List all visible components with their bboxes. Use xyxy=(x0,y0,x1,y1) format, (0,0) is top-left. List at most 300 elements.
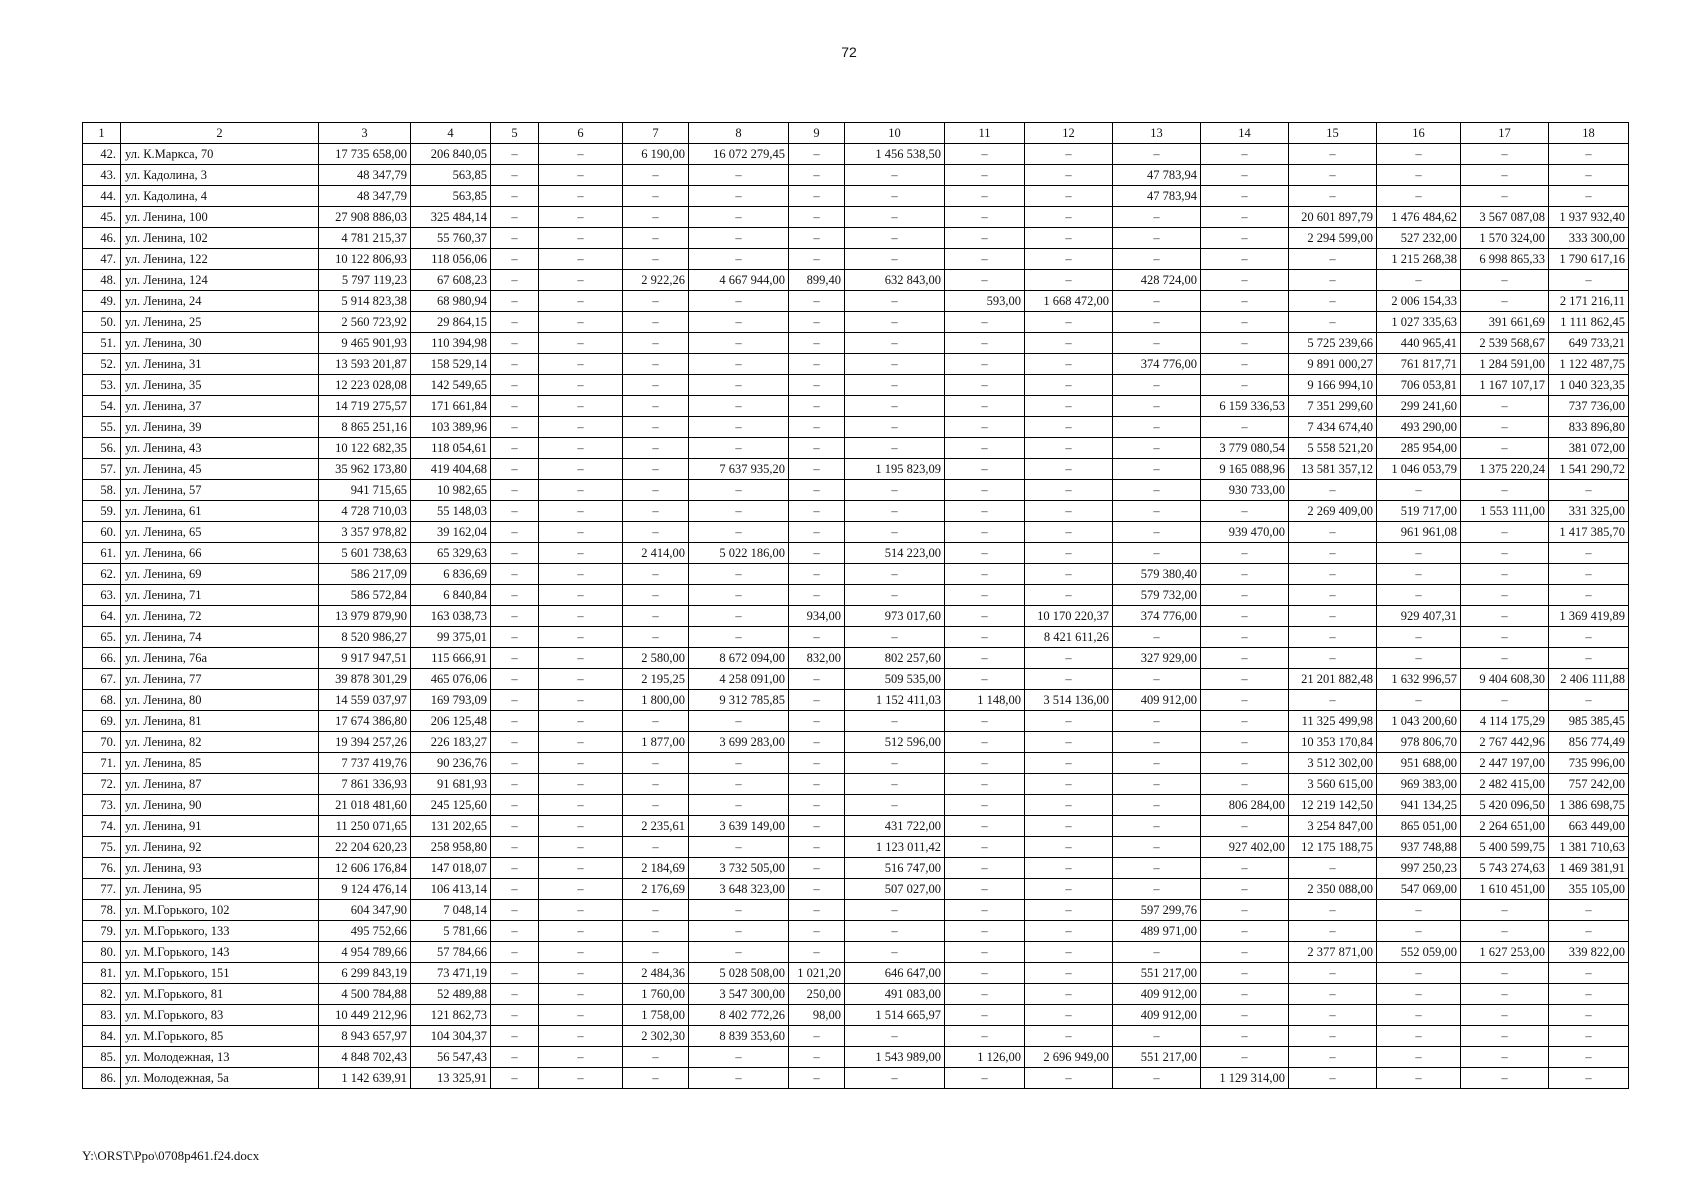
amount-cell: – xyxy=(945,585,1025,606)
amount-cell: – xyxy=(1289,1026,1377,1047)
amount-cell: 3 648 323,00 xyxy=(689,879,789,900)
amount-cell: 1 543 989,00 xyxy=(845,1047,945,1068)
amount-cell: – xyxy=(1461,1068,1549,1089)
column-header: 6 xyxy=(539,123,623,144)
amount-cell: – xyxy=(689,585,789,606)
amount-cell: – xyxy=(539,249,623,270)
amount-cell: – xyxy=(845,522,945,543)
table-row xyxy=(83,291,1629,312)
amount-cell: 2 696 949,00 xyxy=(1025,1047,1113,1068)
amount-cell: – xyxy=(689,711,789,732)
amount-cell: 57 784,66 xyxy=(411,942,491,963)
amount-cell: 489 971,00 xyxy=(1113,921,1201,942)
amount-cell: 4 258 091,00 xyxy=(689,669,789,690)
amount-cell: 934,00 xyxy=(789,606,845,627)
amount-cell: – xyxy=(789,312,845,333)
amount-cell: 90 236,76 xyxy=(411,753,491,774)
amount-cell: – xyxy=(1377,1068,1461,1089)
amount-cell: – xyxy=(491,543,539,564)
table-row xyxy=(83,774,1629,795)
amount-cell: 13 593 201,87 xyxy=(319,354,411,375)
amount-cell: – xyxy=(1201,312,1289,333)
amount-cell: 3 514 136,00 xyxy=(1025,690,1113,711)
amount-cell: 4 500 784,88 xyxy=(319,984,411,1005)
amount-cell: 9 312 785,85 xyxy=(689,690,789,711)
address-cell: ул. Кадолина, 3 xyxy=(121,165,319,186)
amount-cell: – xyxy=(789,921,845,942)
amount-cell: – xyxy=(689,249,789,270)
amount-cell: – xyxy=(1113,228,1201,249)
amount-cell: 1 541 290,72 xyxy=(1549,459,1629,480)
amount-cell: – xyxy=(1289,1047,1377,1068)
amount-cell: – xyxy=(1025,963,1113,984)
amount-cell: 1 122 487,75 xyxy=(1549,354,1629,375)
amount-cell: – xyxy=(491,522,539,543)
amount-cell: 6 159 336,53 xyxy=(1201,396,1289,417)
amount-cell: 563,85 xyxy=(411,165,491,186)
amount-cell: 9 404 608,30 xyxy=(1461,669,1549,690)
amount-cell: 2 302,30 xyxy=(623,1026,689,1047)
amount-cell: – xyxy=(689,312,789,333)
amount-cell: – xyxy=(491,396,539,417)
amount-cell: – xyxy=(789,753,845,774)
amount-cell: – xyxy=(689,837,789,858)
amount-cell: – xyxy=(1025,1026,1113,1047)
amount-cell: – xyxy=(1025,837,1113,858)
amount-cell: – xyxy=(945,396,1025,417)
amount-cell: – xyxy=(491,354,539,375)
address-cell: ул. Ленина, 31 xyxy=(121,354,319,375)
amount-cell: – xyxy=(1289,270,1377,291)
amount-cell: – xyxy=(1201,900,1289,921)
amount-cell: 495 752,66 xyxy=(319,921,411,942)
address-cell: ул. Ленина, 25 xyxy=(121,312,319,333)
amount-cell: – xyxy=(945,186,1025,207)
row-number: 58. xyxy=(83,480,121,501)
amount-cell: – xyxy=(945,984,1025,1005)
amount-cell: – xyxy=(491,1068,539,1089)
amount-cell: 6 299 843,19 xyxy=(319,963,411,984)
amount-cell: 551 217,00 xyxy=(1113,1047,1201,1068)
amount-cell: 1 215 268,38 xyxy=(1377,249,1461,270)
amount-cell: – xyxy=(789,354,845,375)
amount-cell: – xyxy=(1113,417,1201,438)
amount-cell: 1 148,00 xyxy=(945,690,1025,711)
amount-cell: – xyxy=(1201,669,1289,690)
amount-cell: 3 639 149,00 xyxy=(689,816,789,837)
amount-cell: 169 793,09 xyxy=(411,690,491,711)
amount-cell: – xyxy=(491,291,539,312)
amount-cell: – xyxy=(845,312,945,333)
amount-cell: 8 402 772,26 xyxy=(689,1005,789,1026)
row-number: 59. xyxy=(83,501,121,522)
amount-cell: 939 470,00 xyxy=(1201,522,1289,543)
amount-cell: 865 051,00 xyxy=(1377,816,1461,837)
amount-cell: 39 162,04 xyxy=(411,522,491,543)
amount-cell: 440 965,41 xyxy=(1377,333,1461,354)
amount-cell: 1 790 617,16 xyxy=(1549,249,1629,270)
amount-cell: – xyxy=(623,312,689,333)
address-cell: ул. Ленина, 100 xyxy=(121,207,319,228)
amount-cell: 4 781 215,37 xyxy=(319,228,411,249)
row-number: 62. xyxy=(83,564,121,585)
amount-cell: – xyxy=(1025,228,1113,249)
amount-cell: – xyxy=(1289,165,1377,186)
amount-cell: 1 381 710,63 xyxy=(1549,837,1629,858)
amount-cell: – xyxy=(1201,228,1289,249)
amount-cell: 381 072,00 xyxy=(1549,438,1629,459)
amount-cell: 19 394 257,26 xyxy=(319,732,411,753)
amount-cell: – xyxy=(1377,1047,1461,1068)
amount-cell: – xyxy=(1549,585,1629,606)
amount-cell: – xyxy=(1549,165,1629,186)
amount-cell: – xyxy=(539,291,623,312)
amount-cell: – xyxy=(945,963,1025,984)
address-cell: ул. Ленина, 69 xyxy=(121,564,319,585)
address-cell: ул. Ленина, 35 xyxy=(121,375,319,396)
amount-cell: – xyxy=(845,753,945,774)
amount-cell: – xyxy=(1113,858,1201,879)
amount-cell: 1 476 484,62 xyxy=(1377,207,1461,228)
amount-cell: – xyxy=(1289,564,1377,585)
amount-cell: – xyxy=(789,438,845,459)
amount-cell: 1 375 220,24 xyxy=(1461,459,1549,480)
amount-cell: – xyxy=(845,228,945,249)
amount-cell: – xyxy=(689,186,789,207)
amount-cell: – xyxy=(539,606,623,627)
table-row xyxy=(83,753,1629,774)
amount-cell: – xyxy=(689,396,789,417)
amount-cell: – xyxy=(1025,648,1113,669)
amount-cell: 10 353 170,84 xyxy=(1289,732,1377,753)
amount-cell: 99 375,01 xyxy=(411,627,491,648)
amount-cell: – xyxy=(1201,207,1289,228)
amount-cell: – xyxy=(1113,795,1201,816)
amount-cell: – xyxy=(1025,753,1113,774)
amount-cell: – xyxy=(1025,564,1113,585)
amount-cell: – xyxy=(1201,858,1289,879)
amount-cell: 327 929,00 xyxy=(1113,648,1201,669)
amount-cell: – xyxy=(539,942,623,963)
amount-cell: – xyxy=(1025,732,1113,753)
address-cell: ул. Молодежная, 5а xyxy=(121,1068,319,1089)
amount-cell: – xyxy=(789,459,845,480)
amount-cell: – xyxy=(1289,1005,1377,1026)
amount-cell: – xyxy=(1377,963,1461,984)
amount-cell: – xyxy=(945,858,1025,879)
amount-cell: – xyxy=(945,522,1025,543)
amount-cell: 163 038,73 xyxy=(411,606,491,627)
row-number: 60. xyxy=(83,522,121,543)
column-header: 4 xyxy=(411,123,491,144)
amount-cell: – xyxy=(1201,627,1289,648)
amount-cell: 2 176,69 xyxy=(623,879,689,900)
amount-cell: 2 294 599,00 xyxy=(1289,228,1377,249)
amount-cell: 579 732,00 xyxy=(1113,585,1201,606)
amount-cell: – xyxy=(945,501,1025,522)
table-row xyxy=(83,690,1629,711)
amount-cell: 997 250,23 xyxy=(1377,858,1461,879)
amount-cell: – xyxy=(539,354,623,375)
amount-cell: – xyxy=(1461,1026,1549,1047)
amount-cell: – xyxy=(623,459,689,480)
address-cell: ул. Ленина, 39 xyxy=(121,417,319,438)
amount-cell: – xyxy=(1461,606,1549,627)
amount-cell: – xyxy=(789,816,845,837)
amount-cell: – xyxy=(789,249,845,270)
amount-cell: – xyxy=(789,1047,845,1068)
amount-cell: – xyxy=(1549,963,1629,984)
table-row xyxy=(83,207,1629,228)
amount-cell: – xyxy=(1461,984,1549,1005)
row-number: 64. xyxy=(83,606,121,627)
row-number: 46. xyxy=(83,228,121,249)
amount-cell: 17 674 386,80 xyxy=(319,711,411,732)
amount-cell: – xyxy=(539,144,623,165)
amount-cell: – xyxy=(491,1047,539,1068)
amount-cell: – xyxy=(945,774,1025,795)
amount-cell: – xyxy=(689,228,789,249)
amount-cell: – xyxy=(539,312,623,333)
row-number: 78. xyxy=(83,900,121,921)
amount-cell: – xyxy=(945,669,1025,690)
table-row xyxy=(83,669,1629,690)
amount-cell: – xyxy=(789,543,845,564)
amount-cell: 735 996,00 xyxy=(1549,753,1629,774)
amount-cell: – xyxy=(539,816,623,837)
amount-cell: – xyxy=(945,354,1025,375)
amount-cell: – xyxy=(1549,186,1629,207)
amount-cell: 2 767 442,96 xyxy=(1461,732,1549,753)
amount-cell: 7 351 299,60 xyxy=(1289,396,1377,417)
amount-cell: – xyxy=(1549,984,1629,1005)
column-header: 15 xyxy=(1289,123,1377,144)
amount-cell: 142 549,65 xyxy=(411,375,491,396)
table-row xyxy=(83,879,1629,900)
amount-cell: 2 195,25 xyxy=(623,669,689,690)
amount-cell: 391 661,69 xyxy=(1461,312,1549,333)
amount-cell: – xyxy=(789,144,845,165)
amount-cell: 3 560 615,00 xyxy=(1289,774,1377,795)
address-cell: ул. Ленина, 57 xyxy=(121,480,319,501)
amount-cell: – xyxy=(1113,816,1201,837)
amount-cell: – xyxy=(789,585,845,606)
amount-cell: – xyxy=(1025,249,1113,270)
amount-cell: – xyxy=(491,711,539,732)
amount-cell: – xyxy=(945,438,1025,459)
amount-cell: – xyxy=(845,396,945,417)
amount-cell: 856 774,49 xyxy=(1549,732,1629,753)
column-header: 10 xyxy=(845,123,945,144)
amount-cell: – xyxy=(789,774,845,795)
amount-cell: – xyxy=(845,291,945,312)
amount-cell: – xyxy=(789,564,845,585)
amount-cell: – xyxy=(539,396,623,417)
row-number: 54. xyxy=(83,396,121,417)
amount-cell: – xyxy=(1201,879,1289,900)
amount-cell: 2 539 568,67 xyxy=(1461,333,1549,354)
amount-cell: – xyxy=(1377,585,1461,606)
amount-cell: – xyxy=(945,459,1025,480)
amount-cell: 3 547 300,00 xyxy=(689,984,789,1005)
amount-cell: – xyxy=(1025,144,1113,165)
amount-cell: – xyxy=(1025,879,1113,900)
amount-cell: – xyxy=(845,501,945,522)
row-number: 44. xyxy=(83,186,121,207)
amount-cell: 409 912,00 xyxy=(1113,984,1201,1005)
amount-cell: – xyxy=(689,333,789,354)
amount-cell: 6 836,69 xyxy=(411,564,491,585)
amount-cell: – xyxy=(1113,312,1201,333)
amount-cell: 2 560 723,92 xyxy=(319,312,411,333)
amount-cell: – xyxy=(945,879,1025,900)
amount-cell: 3 254 847,00 xyxy=(1289,816,1377,837)
amount-cell: – xyxy=(623,795,689,816)
amount-cell: – xyxy=(945,270,1025,291)
amount-cell: 4 728 710,03 xyxy=(319,501,411,522)
amount-cell: – xyxy=(1549,1005,1629,1026)
amount-cell: 1 469 381,91 xyxy=(1549,858,1629,879)
amount-cell: 586 217,09 xyxy=(319,564,411,585)
amount-cell: 2 171 216,11 xyxy=(1549,291,1629,312)
table-row xyxy=(83,186,1629,207)
amount-cell: – xyxy=(1025,795,1113,816)
amount-cell: – xyxy=(1201,1026,1289,1047)
amount-cell: – xyxy=(689,207,789,228)
data-table xyxy=(82,122,1629,1089)
row-number: 56. xyxy=(83,438,121,459)
amount-cell: – xyxy=(623,1068,689,1089)
amount-cell: – xyxy=(789,690,845,711)
amount-cell: – xyxy=(623,228,689,249)
amount-cell: 73 471,19 xyxy=(411,963,491,984)
amount-cell: – xyxy=(491,732,539,753)
amount-cell: – xyxy=(623,186,689,207)
address-cell: ул. Ленина, 90 xyxy=(121,795,319,816)
amount-cell: – xyxy=(623,522,689,543)
amount-cell: 10 122 682,35 xyxy=(319,438,411,459)
amount-cell: – xyxy=(689,753,789,774)
row-number: 66. xyxy=(83,648,121,669)
amount-cell: – xyxy=(1461,186,1549,207)
amount-cell: – xyxy=(945,606,1025,627)
amount-cell: – xyxy=(1201,333,1289,354)
amount-cell: 409 912,00 xyxy=(1113,1005,1201,1026)
amount-cell: – xyxy=(1289,543,1377,564)
amount-cell: 761 817,71 xyxy=(1377,354,1461,375)
amount-cell: – xyxy=(1377,900,1461,921)
amount-cell: – xyxy=(845,207,945,228)
amount-cell: 12 219 142,50 xyxy=(1289,795,1377,816)
column-header: 13 xyxy=(1113,123,1201,144)
amount-cell: – xyxy=(623,438,689,459)
table-row xyxy=(83,228,1629,249)
row-number: 47. xyxy=(83,249,121,270)
amount-cell: – xyxy=(789,732,845,753)
amount-cell: 5 400 599,75 xyxy=(1461,837,1549,858)
amount-cell: – xyxy=(1289,984,1377,1005)
amount-cell: 103 389,96 xyxy=(411,417,491,438)
address-cell: ул. Ленина, 124 xyxy=(121,270,319,291)
address-cell: ул. Ленина, 66 xyxy=(121,543,319,564)
amount-cell: – xyxy=(1201,501,1289,522)
amount-cell: 121 862,73 xyxy=(411,1005,491,1026)
amount-cell: 7 861 336,93 xyxy=(319,774,411,795)
row-number: 70. xyxy=(83,732,121,753)
amount-cell: – xyxy=(1549,900,1629,921)
amount-cell: 985 385,45 xyxy=(1549,711,1629,732)
amount-cell: 8 865 251,16 xyxy=(319,417,411,438)
table-header-row xyxy=(83,123,1629,144)
amount-cell: 3 567 087,08 xyxy=(1461,207,1549,228)
amount-cell: 17 735 658,00 xyxy=(319,144,411,165)
amount-cell: – xyxy=(1289,522,1377,543)
amount-cell: – xyxy=(1113,522,1201,543)
amount-cell: – xyxy=(1201,249,1289,270)
amount-cell: 2 006 154,33 xyxy=(1377,291,1461,312)
amount-cell: 39 878 301,29 xyxy=(319,669,411,690)
column-header: 5 xyxy=(491,123,539,144)
amount-cell: 8 839 353,60 xyxy=(689,1026,789,1047)
amount-cell: 419 404,68 xyxy=(411,459,491,480)
amount-cell: – xyxy=(539,648,623,669)
address-cell: ул. М.Горького, 143 xyxy=(121,942,319,963)
amount-cell: – xyxy=(789,942,845,963)
address-cell: ул. Ленина, 95 xyxy=(121,879,319,900)
amount-cell: 245 125,60 xyxy=(411,795,491,816)
amount-cell: – xyxy=(1113,1026,1201,1047)
amount-cell: – xyxy=(1113,774,1201,795)
amount-cell: – xyxy=(623,417,689,438)
amount-cell: – xyxy=(539,1068,623,1089)
amount-cell: 806 284,00 xyxy=(1201,795,1289,816)
amount-cell: 6 190,00 xyxy=(623,144,689,165)
amount-cell: – xyxy=(945,564,1025,585)
amount-cell: 1 195 823,09 xyxy=(845,459,945,480)
amount-cell: 7 434 674,40 xyxy=(1289,417,1377,438)
amount-cell: – xyxy=(689,1068,789,1089)
amount-cell: – xyxy=(491,249,539,270)
amount-cell: – xyxy=(1461,1005,1549,1026)
amount-cell: – xyxy=(945,648,1025,669)
amount-cell: – xyxy=(1461,144,1549,165)
amount-cell: 2 414,00 xyxy=(623,543,689,564)
amount-cell: – xyxy=(623,207,689,228)
amount-cell: 355 105,00 xyxy=(1549,879,1629,900)
amount-cell: – xyxy=(539,753,623,774)
table-row xyxy=(83,837,1629,858)
amount-cell: – xyxy=(1549,543,1629,564)
amount-cell: – xyxy=(689,627,789,648)
page-number: 72 xyxy=(841,44,857,60)
amount-cell: 2 406 111,88 xyxy=(1549,669,1629,690)
amount-cell: – xyxy=(1113,501,1201,522)
amount-cell: – xyxy=(623,501,689,522)
address-cell: ул. Ленина, 30 xyxy=(121,333,319,354)
amount-cell: – xyxy=(1113,543,1201,564)
amount-cell: – xyxy=(491,186,539,207)
amount-cell: 2 484,36 xyxy=(623,963,689,984)
amount-cell: – xyxy=(845,585,945,606)
amount-cell: 110 394,98 xyxy=(411,333,491,354)
amount-cell: – xyxy=(539,333,623,354)
amount-cell: – xyxy=(1025,858,1113,879)
amount-cell: 1 126,00 xyxy=(945,1047,1025,1068)
amount-cell: 285 954,00 xyxy=(1377,438,1461,459)
amount-cell: 951 688,00 xyxy=(1377,753,1461,774)
amount-cell: – xyxy=(1289,291,1377,312)
amount-cell: – xyxy=(623,564,689,585)
